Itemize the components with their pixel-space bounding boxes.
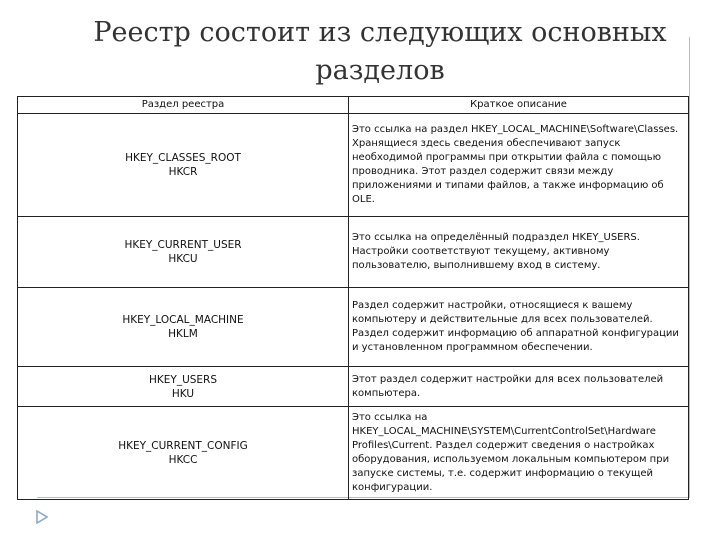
registry-table — [17, 96, 689, 500]
table-row — [18, 114, 689, 217]
slide-title-line1: Реестр состоит из следующих основных — [93, 17, 667, 48]
triangle-bullet-icon — [36, 510, 48, 524]
section-cell — [18, 407, 349, 500]
section-abbr: HKCR — [168, 166, 198, 178]
section-abbr: HKU — [171, 387, 195, 400]
section-abbr: HKLM — [168, 328, 198, 340]
description-cell: Это ссылка на определённый подраздел HKEY_USERS. Настройки соответствуют текущему, активному пользователю, выполнившему вход в систему. — [349, 217, 689, 288]
table-row — [18, 367, 689, 407]
section-abbr: HKCC — [168, 454, 198, 466]
section-cell — [18, 367, 349, 407]
table-header-row — [18, 97, 689, 114]
slide-title-line2: разделов — [315, 55, 445, 86]
section-key: HKEY_CURRENT_CONFIG — [118, 440, 248, 452]
section-key: HKEY_USERS — [148, 373, 218, 386]
section-abbr: HKCU — [168, 253, 198, 265]
section-cell — [18, 114, 349, 217]
table-row — [18, 288, 689, 367]
column-header-description: Краткое описание — [349, 97, 689, 114]
triangle-bullet-shape — [37, 511, 47, 523]
description-cell: Раздел содержит настройки, относящиеся к вашему компьютеру и действительные для всех пользователей. Раздел содержит информацию об аппаратной конфигурации и установленном программном обеспечении. — [349, 288, 689, 367]
section-cell — [18, 217, 349, 288]
description-cell: Это ссылка на раздел HKEY_LOCAL_MACHINE\Software\Classes. Хранящиеся здесь сведения обеспечивают запуск необходимой программы при открытии файла с помощью проводника. Этот раздел содержит связи между приложениями и типами файлов, а также информацию об OLE. — [349, 114, 689, 217]
column-header-section: Раздел реестра — [18, 97, 349, 114]
section-key: HKEY_CLASSES_ROOT — [125, 152, 241, 164]
description-cell: Это ссылка на HKEY_LOCAL_MACHINE\SYSTEM\CurrentControlSet\Hardware Profiles\Current. Раздел содержит сведения о настройках оборудования, используемом локальным компьютером при запуске системы, т.е. содержит информацию о текущей конфигурации. — [349, 407, 689, 500]
section-cell — [18, 288, 349, 367]
description-cell: Этот раздел содержит настройки для всех пользователей компьютера. — [349, 367, 689, 407]
table-row — [18, 217, 689, 288]
table-row — [18, 407, 689, 500]
section-key: HKEY_CURRENT_USER — [124, 239, 242, 251]
section-key: HKEY_LOCAL_MACHINE — [122, 314, 244, 326]
